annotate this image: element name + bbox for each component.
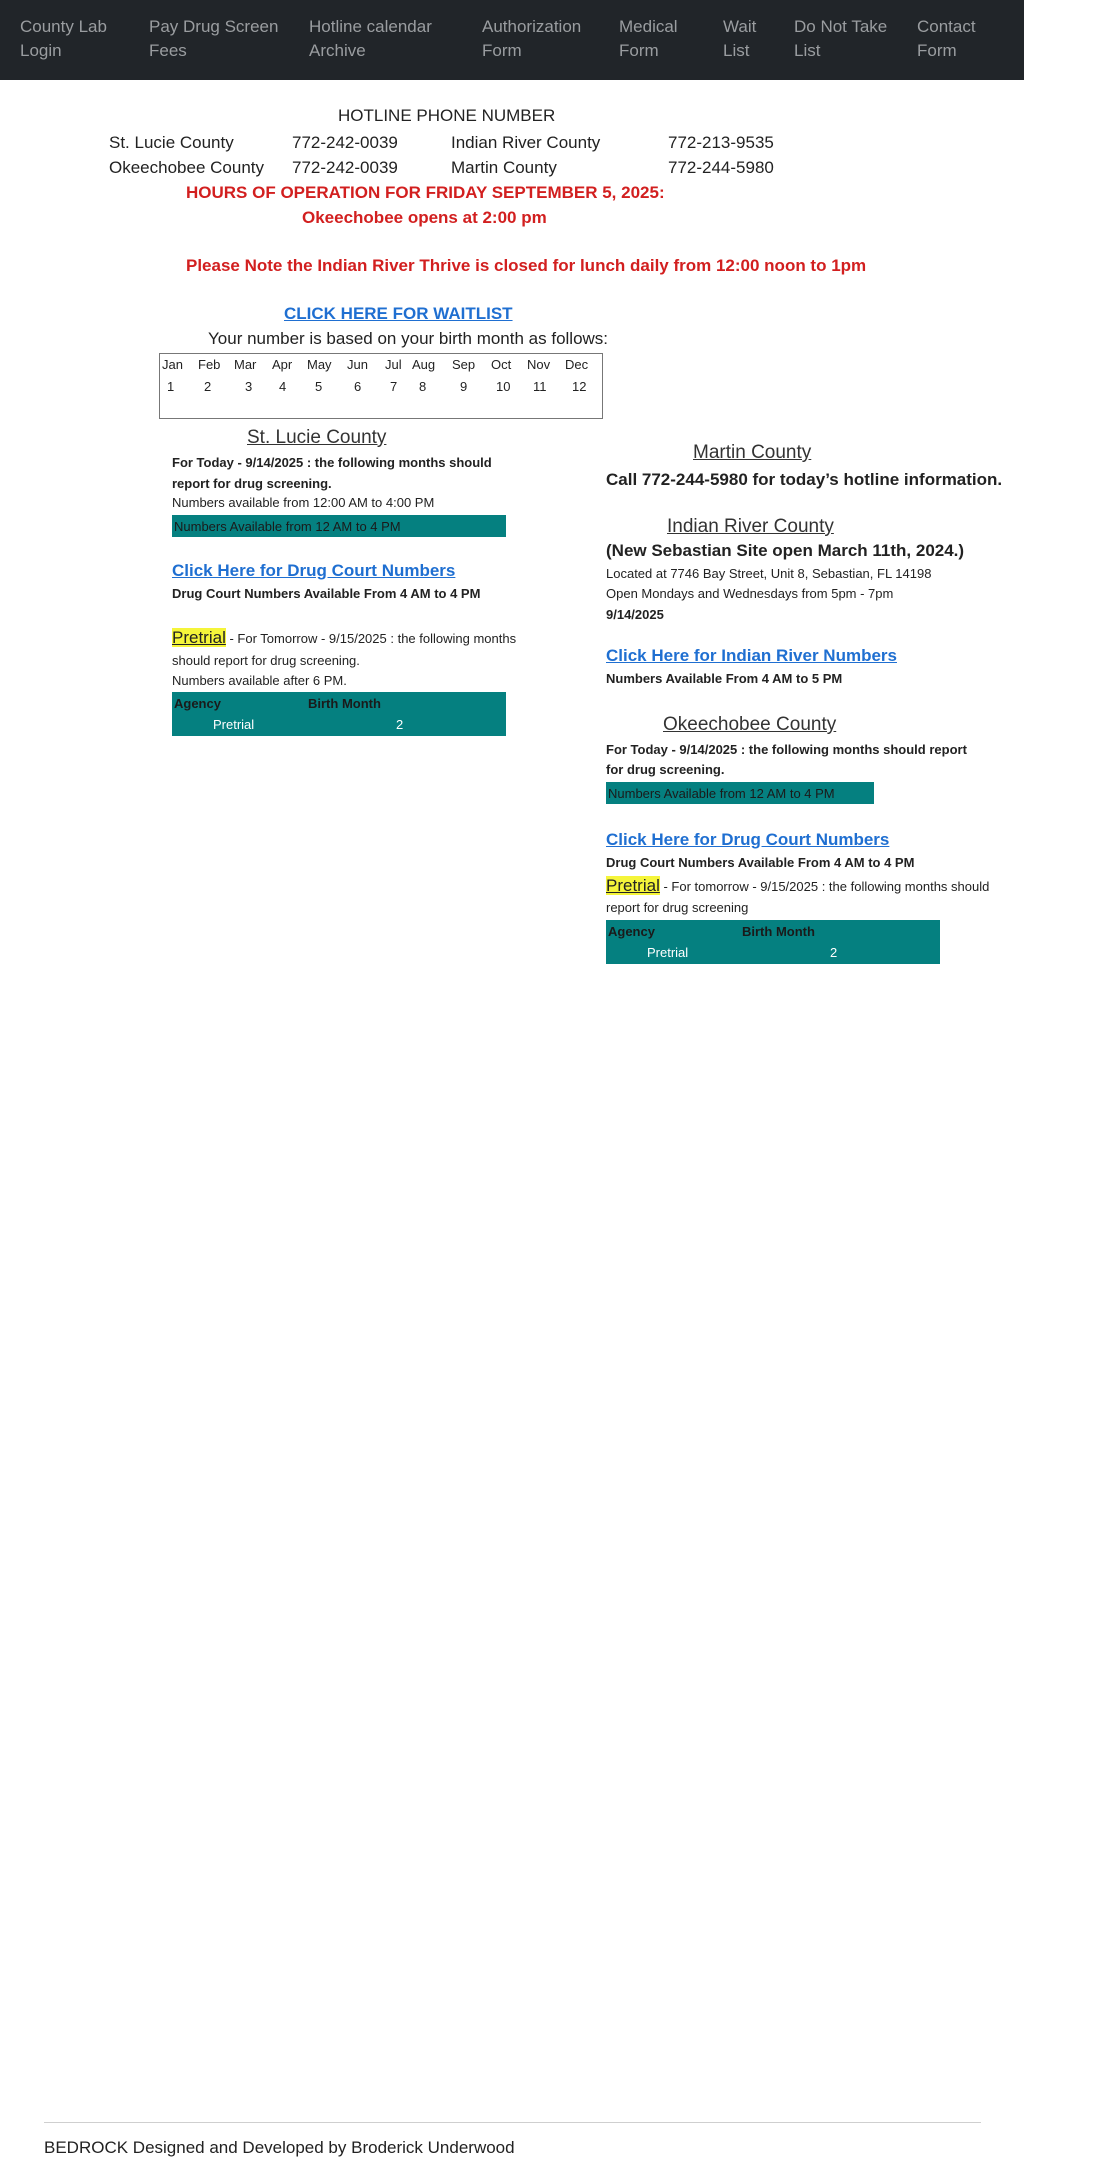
nav-label: Fees <box>149 41 187 60</box>
birth-month-table <box>159 353 603 419</box>
nav-contact-form[interactable] <box>917 15 976 63</box>
st-lucie-availability: Numbers available from 12:00 AM to 4:00 PM <box>172 495 435 510</box>
footer-divider <box>44 2122 981 2123</box>
st-lucie-tomorrow-text: - For Tomorrow - 9/15/2025 : the following months <box>225 631 517 646</box>
okeechobee-tomorrow-text: - For tomorrow - 9/15/2025 : the following months should <box>659 879 990 894</box>
hours-notice: HOURS OF OPERATION FOR FRIDAY SEPTEMBER 5, 2025: <box>186 183 665 202</box>
indian-river-hours: Open Mondays and Wednesdays from 5pm - 7pm <box>606 586 894 601</box>
month-number: 11 <box>533 379 547 394</box>
hotline-phone: 772-242-0039 <box>292 158 398 177</box>
month-number: 10 <box>496 379 511 394</box>
table-header-birth-month: Birth Month <box>308 696 381 711</box>
nav-medical-form[interactable] <box>619 15 678 63</box>
nav-hotline-calendar-archive[interactable] <box>309 15 432 63</box>
table-cell-agency: Pretrial <box>647 945 689 960</box>
month-name: Feb <box>198 357 221 372</box>
okeechobee-drug-court-link[interactable]: Click Here for Drug Court Numbers <box>606 830 890 849</box>
birth-month-explanation: Your number is based on your birth month as follows: <box>208 329 609 348</box>
nav-label: Form <box>482 41 522 60</box>
okeechobee-availability-bar <box>606 782 874 804</box>
top-navbar <box>0 0 1024 80</box>
nav-label: List <box>723 41 750 60</box>
st-lucie-availability-bar <box>172 515 506 537</box>
okeechobee-today-text: For Today - 9/14/2025 : the following months should report <box>606 742 967 757</box>
nav-do-not-take-list[interactable] <box>794 15 887 63</box>
nav-label: Pay Drug Screen <box>149 17 279 36</box>
nav-label: Medical <box>619 17 678 36</box>
st-lucie-drug-court-link[interactable]: Click Here for Drug Court Numbers <box>172 561 456 580</box>
table-cell-birth-month: 2 <box>830 945 838 960</box>
nav-label: Hotline calendar <box>309 17 432 36</box>
month-number: 9 <box>460 379 468 394</box>
nav-county-lab-login[interactable] <box>20 15 107 63</box>
month-number: 7 <box>390 379 398 394</box>
indian-river-date: 9/14/2025 <box>606 607 664 622</box>
st-lucie-today-text: For Today - 9/14/2025 : the following months should <box>172 455 492 470</box>
month-name: May <box>307 357 332 372</box>
nav-wait-list[interactable] <box>723 15 756 63</box>
month-number: 3 <box>245 379 253 394</box>
nav-pay-drug-screen-fees[interactable] <box>149 15 278 63</box>
st-lucie-tomorrow-text: should report for drug screening. <box>172 653 360 668</box>
footer-credit: BEDROCK Designed and Developed by Broderick Underwood <box>44 2138 515 2157</box>
martin-call-info: Call 772-244-5980 for today’s hotline information. <box>606 470 1003 489</box>
st-lucie-today-text: report for drug screening. <box>172 476 332 491</box>
table-header-birth-month: Birth Month <box>742 924 815 939</box>
month-number: 4 <box>279 379 287 394</box>
month-name: Dec <box>565 357 589 372</box>
st-lucie-after-text: Numbers available after 6 PM. <box>172 673 347 688</box>
table-header-agency: Agency <box>174 696 221 711</box>
month-number: 6 <box>354 379 362 394</box>
nav-label: County Lab <box>20 17 107 36</box>
month-name: Apr <box>272 357 293 372</box>
table-cell-agency: Pretrial <box>213 717 255 732</box>
hotline-phone: 772-242-0039 <box>292 133 398 152</box>
okeechobee-today-text: for drug screening. <box>606 762 725 777</box>
okeechobee-tomorrow-text: report for drug screening <box>606 900 749 915</box>
table-header-agency: Agency <box>608 924 655 939</box>
month-number: 1 <box>167 379 175 394</box>
nav-label: Authorization <box>482 17 582 36</box>
month-number: 12 <box>572 379 587 394</box>
nav-label: Form <box>917 41 957 60</box>
okeechobee-drug-court-availability: Drug Court Numbers Available From 4 AM to 4 PM <box>606 855 915 870</box>
hotline-county: Okeechobee County <box>109 158 264 177</box>
okeechobee-hours-notice: Okeechobee opens at 2:00 pm <box>302 208 547 227</box>
availability-bar-text: Numbers Available from 12 AM to 4 PM <box>608 786 835 801</box>
availability-bar-text: Numbers Available from 12 AM to 4 PM <box>174 519 401 534</box>
month-name: Mar <box>234 357 257 372</box>
indian-river-numbers-link[interactable]: Click Here for Indian River Numbers <box>606 646 897 665</box>
nav-label: Do Not Take <box>794 17 888 36</box>
hotline-county: Indian River County <box>451 133 601 152</box>
month-name: Nov <box>527 357 551 372</box>
indian-river-new-site: (New Sebastian Site open March 11th, 2024.) <box>606 541 965 560</box>
hotline-county: St. Lucie County <box>109 133 234 152</box>
hotline-county: Martin County <box>451 158 557 177</box>
month-name: Jan <box>162 357 183 372</box>
nav-label: List <box>794 41 821 60</box>
nav-authorization-form[interactable] <box>482 15 581 63</box>
okeechobee-pretrial-table <box>606 920 940 964</box>
thrive-lunch-notice: Please Note the Indian River Thrive is closed for lunch daily from 12:00 noon to 1pm <box>186 256 867 275</box>
nav-label: Login <box>20 41 62 60</box>
okeechobee-heading: Okeechobee County <box>663 714 837 735</box>
month-number: 2 <box>204 379 212 394</box>
month-name: Jul <box>385 357 402 372</box>
st-lucie-drug-court-availability: Drug Court Numbers Available From 4 AM to 4 PM <box>172 586 481 601</box>
hotline-phone: 772-244-5980 <box>668 158 774 177</box>
indian-river-location: Located at 7746 Bay Street, Unit 8, Sebastian, FL 14198 <box>606 566 932 581</box>
okeechobee-tomorrow-line <box>606 876 989 896</box>
month-number: 8 <box>419 379 427 394</box>
st-lucie-heading: St. Lucie County <box>247 427 387 448</box>
month-name: Aug <box>412 357 436 372</box>
indian-river-availability: Numbers Available From 4 AM to 5 PM <box>606 671 843 686</box>
nav-label: Contact <box>917 17 976 36</box>
indian-river-heading: Indian River County <box>667 516 834 537</box>
martin-heading: Martin County <box>693 442 812 463</box>
st-lucie-tomorrow-line <box>172 628 516 648</box>
month-name: Oct <box>491 357 512 372</box>
nav-label: Wait <box>723 17 757 36</box>
pretrial-highlight: Pretrial <box>172 628 226 647</box>
hotline-title: HOTLINE PHONE NUMBER <box>338 106 556 125</box>
pretrial-highlight: Pretrial <box>606 876 660 895</box>
nav-label: Form <box>619 41 659 60</box>
waitlist-link[interactable]: CLICK HERE FOR WAITLIST <box>284 304 513 323</box>
month-number: 5 <box>315 379 323 394</box>
st-lucie-pretrial-table <box>172 692 506 736</box>
hotline-phone: 772-213-9535 <box>668 133 774 152</box>
month-name: Sep <box>452 357 476 372</box>
table-cell-birth-month: 2 <box>396 717 404 732</box>
nav-label: Archive <box>309 41 366 60</box>
month-name: Jun <box>347 357 368 372</box>
